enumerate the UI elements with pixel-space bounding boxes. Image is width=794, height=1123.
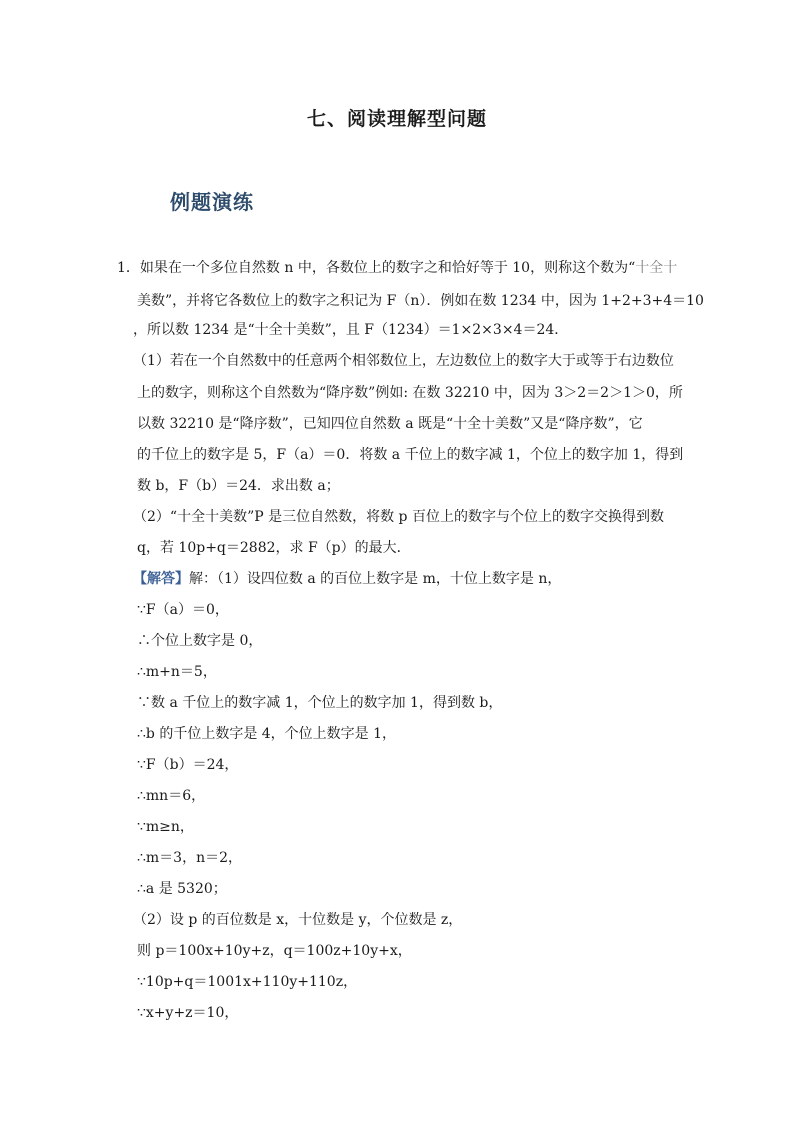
problem-line-2: 美数”，并将它各数位上的数字之积记为 F（n）．例如在数 1234 中，因为 1+2+3+4＝10	[137, 293, 704, 309]
answer-line: ∵F（a）＝0，	[137, 602, 229, 618]
part2-line-1: （2）“十全十美数”P 是三位自然数，将数 p 百位上的数字与个位上的数字交换得到数	[133, 509, 664, 525]
part1-line-4: 的千位上的数字是 5，F（a）＝0．将数 a 千位上的数字减 1，个位上的数字加 1，得到	[137, 447, 684, 463]
answer-line: ∴m+n＝5，	[137, 664, 217, 680]
problem-line-1-text: 1．如果在一个多位自然数 n 中，各数位上的数字之和恰好等于 10，则称这个数为“	[117, 260, 636, 276]
answer-line-0	[133, 570, 561, 588]
answer-line: ∵m≥n，	[137, 819, 194, 835]
answer-line: ∴m＝3，n＝2，	[137, 850, 243, 866]
answer-line: ∵10p+q＝1001x+110y+110z，	[137, 974, 358, 990]
section-heading: 例题演练	[170, 190, 254, 214]
answer-line: ∴个位上数字是 0，	[137, 633, 263, 649]
answer-line: ∴a 是 5320；	[137, 881, 227, 897]
answer-line: ∵x+y+z＝10，	[137, 1005, 239, 1021]
answer-line: （2）设 p 的百位数是 x，十位数是 y，个位数是 z，	[133, 912, 463, 928]
term-highlight: 十全十	[635, 260, 678, 276]
part1-line-1: （1）若在一个自然数中的任意两个相邻数位上，左边数位上的数字大于或等于右边数位	[133, 353, 674, 369]
answer-line: ∵F（b）＝24，	[137, 757, 239, 773]
answer-label: 【解答】	[133, 571, 189, 587]
part1-line-5: 数 b，F（b）＝24．求出数 a；	[137, 478, 340, 494]
answer-line: ∵数 a 千位上的数字减 1，个位上的数字加 1，得到数 b，	[137, 695, 503, 711]
page-title: 七、阅读理解型问题	[306, 108, 487, 130]
problem-line-1	[117, 259, 677, 277]
problem-line-3: ，所以数 1234 是“十全十美数”，且 F（1234）＝1×2×3×4＝24．	[133, 322, 569, 338]
part1-line-2: 上的数字，则称这个自然数为“降序数”例如: 在数 32210 中，因为 3＞2＝2＞1＞0，所	[137, 385, 683, 401]
answer-line: ∴mn＝6，	[137, 788, 206, 804]
part1-line-3: 以数 32210 是“降序数”，已知四位自然数 a 既是“十全十美数”又是“降序数”，它	[137, 416, 643, 432]
answer-line: ∴b 的千位上数字是 4，个位上数字是 1，	[137, 726, 397, 742]
answer-intro: 解：（1）设四位数 a 的百位上数字是 m，十位上数字是 n，	[189, 571, 562, 587]
answer-line: 则 p＝100x+10y+z，q＝100z+10y+x，	[137, 943, 412, 959]
part2-line-2: q，若 10p+q＝2882，求 F（p）的最大．	[137, 540, 411, 556]
